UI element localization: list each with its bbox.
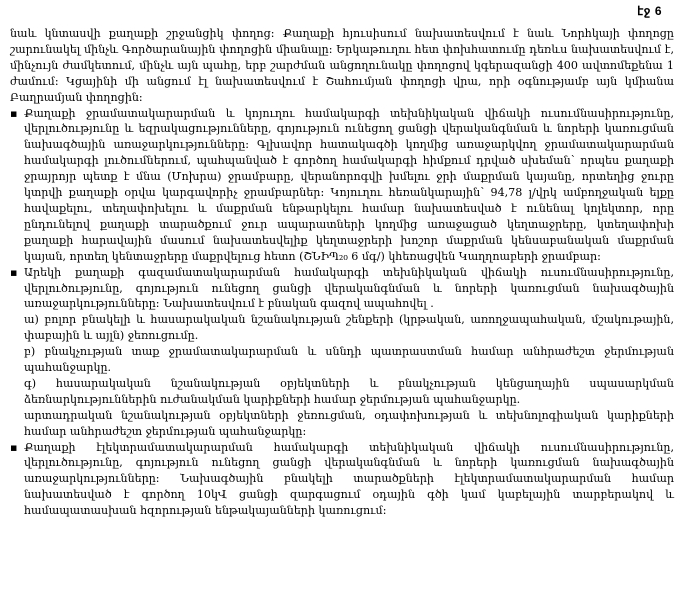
bullet-gas-supply — [10, 265, 674, 313]
bullet-text: Արեկի քաղաքի գազամատակարարման համակարգի տեխնիկական վիճակի ուսումնասիրությունը, վերլուծությունը, գոյություն ունեցող ցանցի վերականգնման և նորերի կառուցման նախագծային առաջարկությունները։ Նախատեսվում է բնական գազով ապահովել . — [24, 265, 674, 311]
page-number: էջ 6 — [637, 4, 662, 18]
paragraph-street-network: նաև կնտասվի քաղաքի շրջանցիկ փողոց։ Քաղաքի հյուսիսում նախատեսվում է նաև Նորհկայի փողոցը շարունակել մինչև Գործարանային փողոցին միանալը։ Երկաթուղու հետ փոխհատումը դեռևս նախատեսվում է, մինչույն ժամկետում, մինչև այն պահը, երբ շարժման անցողունակը փողոցով կգերազանցի 400 ավտոմեքենա 1 ժամում։ Կցայինի մի անցում էլ նախատեսվում է Շահումյան փողոցի վրա, որի օգնությամբ այն կմիանա Բաղրամյան փողոցին։ — [10, 27, 674, 104]
bullet-text: Քաղաքի էլեկտրամատակարարման համակարգի տեխնիկական վիճակի ուսումնասիրությունը, վերլուծությունը, գոյություն ունեցող ցանցի վերականգնման և նորերի կառուցման նախագծային առաջարկությունները։ Նախագծային բնակելի տարածքների էլեկտրամատակարարման համար նախատեսված է գործող 10կՎ ցանցի զարգացում օդային գծի կամ կաբելային տարբերակով և համապատասխան հզորության ենթակայանների կառուցում։ — [24, 440, 674, 518]
square-bullet-icon: ▪ — [10, 106, 18, 120]
list-item-d: արտադրական նշանակության օբյեկտների ջեռուցման, օդափոխության և տեխնոլոգիական կարիքների համար անհրաժեշտ ջերմության պահանջարկը։ — [24, 408, 674, 438]
bullet-electricity-supply — [10, 440, 674, 520]
bullet-water-supply — [10, 106, 674, 265]
list-item-g: գ) հասարակական նշանակության օբյեկտների և բնակչության կենցաղային սպասարկման ձեռնարկություններին ուժանակման կարիքների համար ջերմության պահանջարկը. — [24, 376, 674, 406]
square-bullet-icon: ▪ — [10, 265, 18, 279]
list-item-a: ա) բոլոր բնակելի և հասարակական նշանակության շենքերի (կրթական, առողջապահական, մշակութային, փաբային և այլն) ջեռուցումը. — [24, 313, 674, 343]
document-body — [10, 26, 674, 519]
bullet-text: Քաղաքի ջրամատակարարման և կոյուղու համակարգի տեխնիկական վիճակի ուսումնասիրությունը, վերլուծությունը և եզրակացությունները, գոյություն ունեցող ցանցի վերականգնման և նորերի կառուցման նախագծային առաջարկությունները։ Գլխավոր հատակագծի կողմից առաջարկվող ջրամատակարարման համակարգի լուծումներում, պահպանված է գործող համակարգի հիմքում դրված սխեման՝ որպես քաղաքի ջրայրոյր պետք է մնա (Մոխրա) ջրամբարը, վերանորոգվի խմելու ջրի մաքրման կայանը, որտեղից ջուրը կտրվի քաղաքի օրվա կարգավորիչ ջրամբարներ։ Կոյուղու հեռանկարային՝ 94,78 լ/վրկ ամբողջական ելքը հավաքելու, տեղափոխելու և մաքրման ենթարկելու համար նախատեսված է ունենալ կոլեկտոր, որը ընդունելով քաղաքի տարածքում ջուր ապարատների կողմից առաջացած կեղտաջրերը, կտեղափոխի քաղաքի հարավային մասում նախատեսվելիք կեղտաջրերի խոշոր մաքրման կենսաբանական մաքրման կայան, որտեղ կենտաջրերը մաքրվելուց հետո (ՇՆԻՊ₂₀ 6 մգ/) կհեռացվեն Կաղղոաբերի ջրամբար։ — [24, 106, 674, 263]
list-item-b: բ) բնակչության տաք ջրամատակարարման և սննդի պատրաստման համար անհրաժեշտ ջերմության պահանջարկը. — [24, 345, 674, 375]
square-bullet-icon: ▪ — [10, 440, 18, 454]
